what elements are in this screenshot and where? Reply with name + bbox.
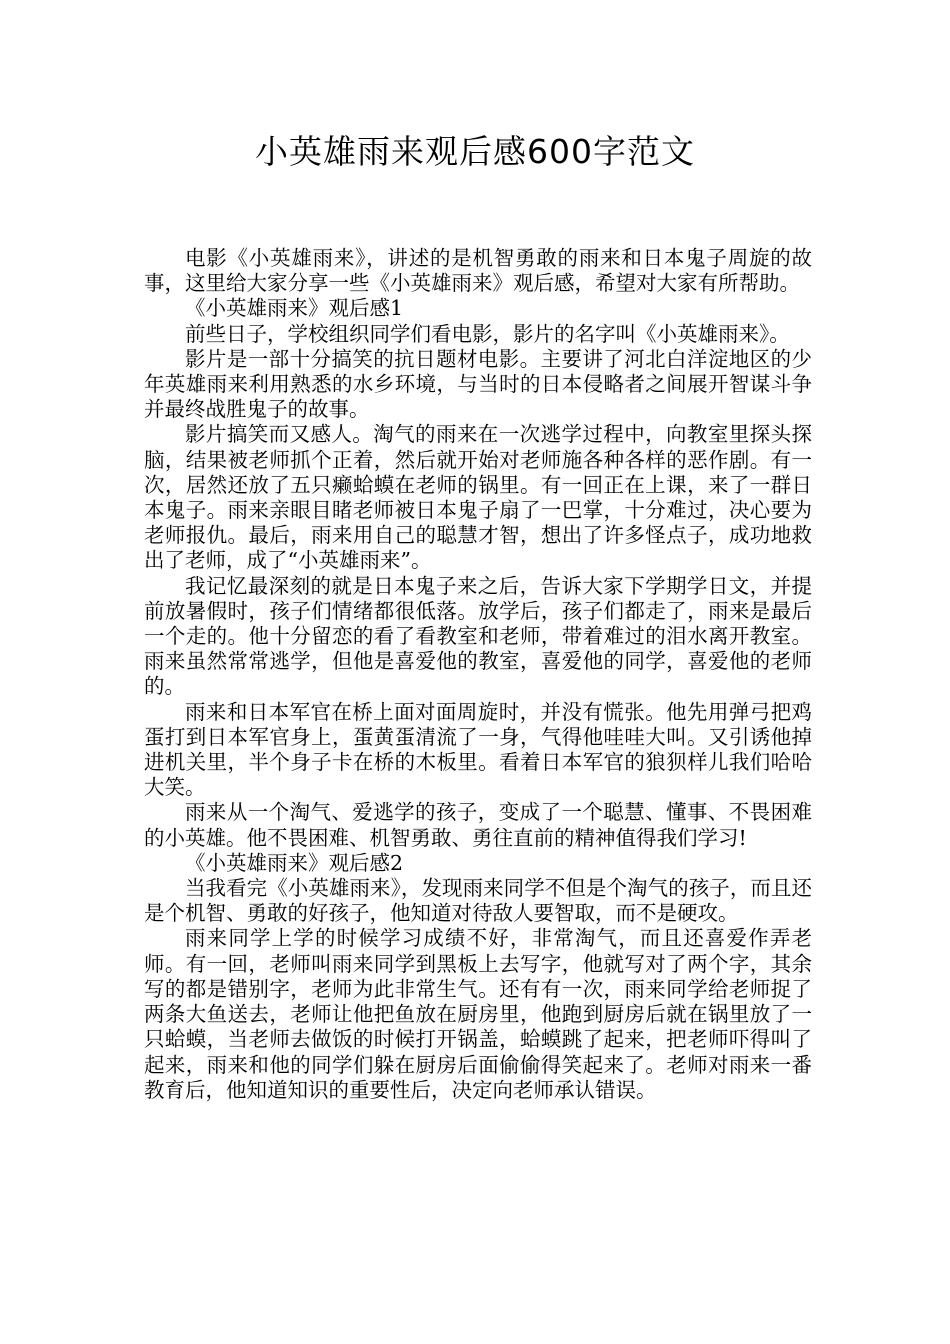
section-heading-1: 《小英雄雨来》观后感1 — [185, 296, 404, 321]
paragraph: 当我看完《小英雄雨来》，发现雨来同学不但是个淘气的孩子，而且还是个机智、勇敢的好孩子，他知道对待敌人要智取，而不是硬攻。 — [144, 876, 812, 926]
paragraph: 影片是一部十分搞笑的抗日题材电影。主要讲了河北白洋淀地区的少年英雄雨来利用熟悉的水乡环境，与当时的日本侵略者之间展开智谋斗争并最终战胜鬼子的故事。 — [144, 346, 812, 422]
section-heading-2: 《小英雄雨来》观后感2 — [185, 850, 404, 875]
document-title: 小英雄雨来观后感600字范文 — [255, 132, 695, 171]
paragraph: 我记忆最深刻的就是日本鬼子来之后，告诉大家下学期学日文，并提前放暑假时，孩子们情绪都很低落。放学后，孩子们都走了，雨来是最后一个走的。他十分留恋的看了看教室和老师，带着难过的泪水离开教室。雨来虽然常常逃学，但他是喜爱他的教室，喜爱他的同学，喜爱他的老师的。 — [144, 573, 812, 699]
paragraph: 前些日子，学校组织同学们看电影，影片的名字叫《小英雄雨来》。 — [185, 321, 790, 346]
intro-paragraph: 电影《小英雄雨来》，讲述的是机智勇敢的雨来和日本鬼子周旋的故事，这里给大家分享一些《小英雄雨来》观后感，希望对大家有所帮助。 — [144, 246, 812, 296]
paragraph: 雨来从一个淘气、爱逃学的孩子，变成了一个聪慧、懂事、不畏困难的小英雄。他不畏困难、机智勇敢、勇往直前的精神值得我们学习! — [144, 800, 812, 850]
document-body — [144, 246, 812, 1103]
paragraph: 雨来同学上学的时候学习成绩不好，非常淘气，而且还喜爱作弄老师。有一回，老师叫雨来同学到黑板上去写字，他就写对了两个字，其余写的都是错别字，老师为此非常生气。还有有一次，雨来同学给老师捉了两条大鱼送去，老师让他把鱼放在厨房里，他跑到厨房后就在锅里放了一只蛤蟆，当老师去做饭的时候打开锅盖，蛤蟆跳了起来，把老师吓得叫了起来，雨来和他的同学们躲在厨房后面偷偷得笑起来了。老师对雨来一番教育后，他知道知识的重要性后，决定向老师承认错误。 — [144, 926, 812, 1102]
paragraph: 雨来和日本军官在桥上面对面周旋时，并没有慌张。他先用弹弓把鸡蛋打到日本军官身上，蛋黄蛋清流了一身，气得他哇哇大叫。又引诱他掉进机关里，半个身子卡在桥的木板里。看着日本军官的狼狈样儿我们哈哈大笑。 — [144, 699, 812, 800]
paragraph: 影片搞笑而又感人。淘气的雨来在一次逃学过程中，向教室里探头探脑，结果被老师抓个正着，然后就开始对老师施各种各样的恶作剧。有一次，居然还放了五只癞蛤蟆在老师的锅里。有一回正在上课，来了一群日本鬼子。雨来亲眼目睹老师被日本鬼子扇了一巴掌，十分难过，决心要为老师报仇。最后，雨来用自己的聪慧才智，想出了许多怪点子，成功地救出了老师，成了“小英雄雨来”。 — [144, 422, 812, 573]
